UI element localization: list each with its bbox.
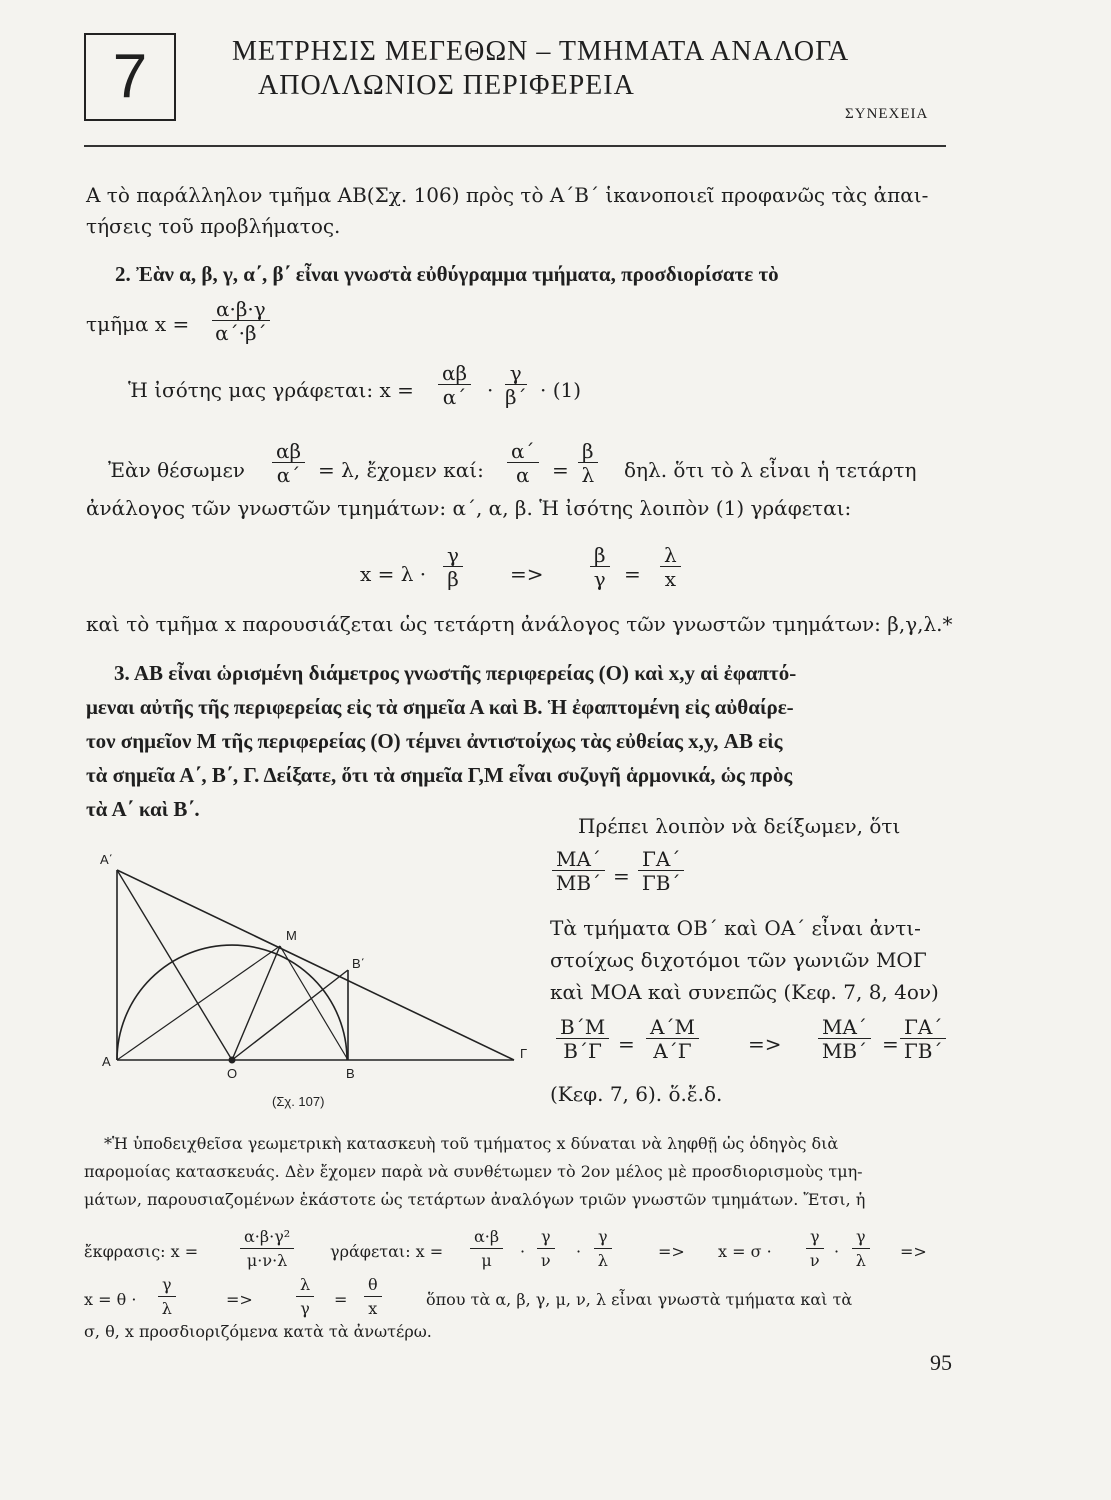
proof-line: καὶ ΜΟΑ καὶ συνεπῶς (Κεφ. 7, 8, 4ον) [550, 980, 939, 1004]
equation-tag: · (1) [540, 378, 582, 402]
fraction-g-over-l [852, 1226, 870, 1273]
fraction-numerator: ΓΑ΄ [900, 1016, 946, 1039]
problem-line: μεναι αὐτῆς τῆς περιφερείας εἰς τὰ σημεῖα Α καὶ Β. Ἡ ἐφαπτομένη εἰς αὐθαίρε- [86, 695, 794, 719]
fraction-numerator: αβ [438, 362, 471, 385]
fraction-denominator: μ [481, 1251, 492, 1270]
fraction-numerator: γ [443, 544, 463, 567]
fraction-denominator: ν [540, 1251, 551, 1270]
fraction-numerator: ΜΑ΄ [552, 848, 605, 871]
fraction-numerator: λ [660, 544, 681, 567]
intro-line: τήσεις τοῦ προβλήματος. [86, 214, 341, 238]
proof-must-show: Πρέπει λοιπὸν νὰ δείξωμεν, ὅτι [578, 814, 901, 838]
fraction-numerator: γ [505, 362, 527, 385]
fraction-abg2-over-mnl [240, 1226, 294, 1273]
footnote-last-line: σ, θ, x προσδιοριζόμενα κατὰ τὰ ἀνωτέρω. [84, 1322, 432, 1341]
fraction-denominator: λ [161, 1299, 172, 1318]
fraction-g-over-l [594, 1226, 612, 1273]
fraction-numerator: θ [364, 1274, 382, 1297]
intro-paragraph [86, 180, 956, 242]
fraction-numerator: β [590, 544, 610, 567]
footnote-grafetai: γράφεται: x = [330, 1242, 444, 1261]
fraction-g-over-n [806, 1226, 824, 1273]
fraction-numerator: γ [537, 1226, 555, 1249]
fraction-denominator: α΄ [276, 463, 301, 487]
center-point [229, 1057, 236, 1064]
fraction-AM-over-AG [646, 1016, 699, 1063]
label-B: Β [346, 1066, 355, 1081]
fraction-numerator: γ [158, 1274, 176, 1297]
equals: = [552, 458, 569, 482]
fraction-denominator: α΄·β΄ [215, 321, 267, 345]
fraction-ab-over-a [438, 362, 471, 409]
fraction-l-over-x [660, 544, 681, 591]
proof-line: Τὰ τμήματα ΟΒ΄ καὶ ΟΑ΄ εἶναι ἀντι- [550, 916, 921, 940]
chapter-number: 7 [112, 42, 148, 111]
label-B-prime: Β΄ [352, 956, 365, 971]
page-title-line2: ΑΠΟΛΛΩΝΙΟΣ ΠΕΡΙΦΕΡΕΙΑ [258, 70, 635, 101]
fraction-g-over-l [158, 1274, 176, 1321]
footnote-line: *Ἡ ὑποδειχθεῖσα γεωμετρικὴ κατασκευὴ τοῦ τμήματος x δύναται νὰ ληφθῇ ὡς ὁδηγὸς διὰ [104, 1134, 839, 1153]
fraction-numerator: γ [594, 1226, 612, 1249]
segment-MB [280, 946, 348, 1060]
footnote-where: ὅπου τὰ α, β, γ, μ, ν, λ εἶναι γνωστὰ τμήματα καὶ τὰ [426, 1290, 853, 1309]
fraction-denominator: λ [581, 463, 595, 487]
segment-OA-prime [117, 870, 232, 1060]
label-O: Ο [227, 1066, 238, 1081]
fraction-numerator: αβ [272, 440, 305, 463]
dot: · [834, 1242, 840, 1261]
fraction-denominator: λ [597, 1251, 608, 1270]
implies-arrow: => [226, 1290, 253, 1309]
label-G: Γ [520, 1046, 528, 1061]
label-A: Α [102, 1054, 111, 1069]
problem-2-statement: 2. Ἐὰν α, β, γ, α΄, β΄ εἶναι γνωστὰ εὐθύγραμμα τμήματα, προσδιορίσατε τὸ [115, 262, 779, 286]
page-title-line1: ΜΕΤΡΗΣΙΣ ΜΕΓΕΘΩΝ – ΤΜΗΜΑΤΑ ΑΝΑΛΟΓΑ [232, 36, 850, 67]
fourth-proportional-text: δηλ. ὅτι τὸ λ εἶναι ἡ τετάρτη [624, 458, 917, 482]
fraction-MA-over-MB [552, 848, 605, 895]
fraction-numerator: α·β [470, 1226, 503, 1249]
fraction-denominator: ν [809, 1251, 820, 1270]
header-rule [84, 145, 946, 147]
equals: = [334, 1290, 348, 1309]
fraction-BM-over-BG [556, 1016, 609, 1063]
fraction-denominator: γ [300, 1299, 310, 1318]
x-theta: x = θ · [84, 1290, 137, 1309]
footnote-line: παρομοίας κατασκευάς. Δὲν ἔχομεν παρὰ νὰ συνθέτωμεν τὸ 2ον μέλος μὲ προσδιορισμοὺς τμη- [84, 1162, 863, 1181]
fraction-numerator: α΄ [507, 440, 539, 463]
footnote [84, 1130, 954, 1214]
x-sigma: x = σ · [718, 1242, 772, 1261]
fraction-MA-over-MB [818, 1016, 871, 1063]
fraction-a-over-a [507, 440, 539, 487]
isotis-label: Ἡ ἰσότης μας γράφεται: x = [128, 378, 414, 402]
implies-arrow: => [658, 1242, 685, 1261]
fraction-denominator: μ·ν·λ [246, 1251, 288, 1270]
fraction-denominator: ΜΒ΄ [821, 1039, 868, 1063]
fraction-denominator: γ [593, 567, 606, 591]
fraction-GA-over-GB [638, 848, 684, 895]
equals: = [882, 1032, 899, 1056]
fraction-denominator: x [664, 567, 676, 591]
proof-line: στοίχως διχοτόμοι τῶν γωνιῶν ΜΟΓ [550, 948, 927, 972]
fraction-numerator: ΓΑ΄ [638, 848, 684, 871]
fraction-numerator: λ [296, 1274, 314, 1297]
dot: · [576, 1242, 582, 1261]
equals: = [624, 562, 641, 586]
geometry-figure [84, 840, 554, 1125]
fraction-numerator: ΜΑ΄ [818, 1016, 871, 1039]
fraction-numerator: Α΄Μ [646, 1016, 699, 1039]
analogos-line: ἀνάλογος τῶν γνωστῶν τμημάτων: α΄, α, β. Ἡ ἰσότης λοιπὸν (1) γράφεται: [86, 496, 852, 520]
fraction-denominator: ΜΒ΄ [555, 871, 602, 895]
footnote-ekfrasis: ἔκφρασις: x = [84, 1242, 199, 1261]
x-lambda: x = λ · [360, 562, 427, 586]
problem-line: τὰ σημεῖα Α΄, Β΄, Γ. Δείξατε, ὅτι τὰ σημεῖα Γ,Μ εἶναι συζυγῆ ἁρμονικά, ὡς πρὸς [86, 763, 793, 787]
problem-line: τον σημεῖον Μ τῆς περιφερείας (Ο) τέμνει ἀντιστοίχως τὰς εὐθείας x,y, ΑΒ εἰς [86, 729, 783, 753]
chapter-number-box [84, 33, 176, 121]
fraction-b-over-l [578, 440, 598, 487]
problem-line: τὰ Α΄ καὶ Β΄. [86, 797, 200, 821]
fraction-denominator: β [447, 567, 459, 591]
fraction-denominator: ΓΒ΄ [903, 1039, 943, 1063]
footnote-line: μάτων, παρουσιαζομένων ἑκάστοτε ὡς τετάρτων ἀναλόγων τριῶν γνωστῶν τμημάτων. Ἔτσι, ἡ [84, 1190, 866, 1209]
label-A-prime: Α΄ [100, 852, 113, 867]
equals: = [613, 864, 630, 888]
semicircle-arc [117, 945, 347, 1060]
fraction-denominator: ΓΒ΄ [641, 871, 681, 895]
fraction-numerator: α·β·γ [212, 298, 270, 321]
intro-line: Α τὸ παράλληλον τμῆμα ΑΒ(Σχ. 106) πρὸς τὸ Α΄Β΄ ἱκανοποιεῖ προφανῶς τὰς ἀπαι- [86, 183, 929, 207]
conclusion-line: καὶ τὸ τμῆμα x παρουσιάζεται ὡς τετάρτη ἀνάλογος τῶν γνωστῶν τμημάτων: β,γ,λ.* [86, 612, 953, 636]
fraction-denominator: Α΄Γ [653, 1039, 692, 1063]
fraction-denominator: α [516, 463, 530, 487]
implies-arrow: => [510, 562, 544, 586]
fraction-numerator: β [578, 440, 598, 463]
fraction-g-over-n [537, 1226, 555, 1273]
tangent-line [117, 870, 514, 1060]
fraction-numerator: γ [806, 1226, 824, 1249]
dot: · [520, 1242, 526, 1261]
fraction-numerator: α·β·γ² [240, 1226, 294, 1249]
figure-caption: (Σχ. 107) [272, 1094, 325, 1109]
fraction-ab-over-m [470, 1226, 503, 1273]
implies-arrow: => [748, 1032, 782, 1056]
problem-3-statement [86, 656, 956, 826]
fraction-th-over-x [364, 1274, 382, 1321]
label-M: Μ [286, 928, 297, 943]
fraction-ab-over-a [272, 440, 305, 487]
lambda-text: = λ, ἔχομεν καί: [318, 458, 484, 482]
segment-OB-prime [232, 970, 348, 1060]
problem-line: 3. ΑΒ εἶναι ὡρισμένη διάμετρος γνωστῆς περιφερείας (Ο) καὶ x,y αἱ ἐφαπτό- [114, 661, 797, 685]
proof-reference: (Κεφ. 7, 6). ὅ.ἔ.δ. [550, 1082, 723, 1106]
fraction-denominator: β΄ [505, 385, 527, 409]
fraction-denominator: λ [855, 1251, 866, 1270]
dot: · [487, 378, 494, 402]
implies-arrow: => [900, 1242, 927, 1261]
fraction-denominator: α΄ [442, 385, 467, 409]
fraction-b-over-g [590, 544, 610, 591]
equals: = [618, 1032, 635, 1056]
fraction-GA-over-GB [900, 1016, 946, 1063]
fraction-numerator: Β΄Μ [556, 1016, 609, 1039]
fraction-g-over-b [443, 544, 463, 591]
segment-fraction [212, 298, 270, 345]
segment-label: τμῆμα x = [86, 312, 190, 336]
page-number: 95 [930, 1350, 952, 1375]
fraction-numerator: γ [852, 1226, 870, 1249]
fraction-l-over-g [296, 1274, 314, 1321]
fraction-denominator: x [368, 1299, 378, 1318]
continued-label: ΣΥΝΕΧΕΙΑ [845, 106, 929, 122]
fraction-denominator: Β΄Γ [563, 1039, 602, 1063]
ean-label: Ἐὰν θέσωμεν [108, 458, 245, 482]
fraction-g-over-b [505, 362, 527, 409]
